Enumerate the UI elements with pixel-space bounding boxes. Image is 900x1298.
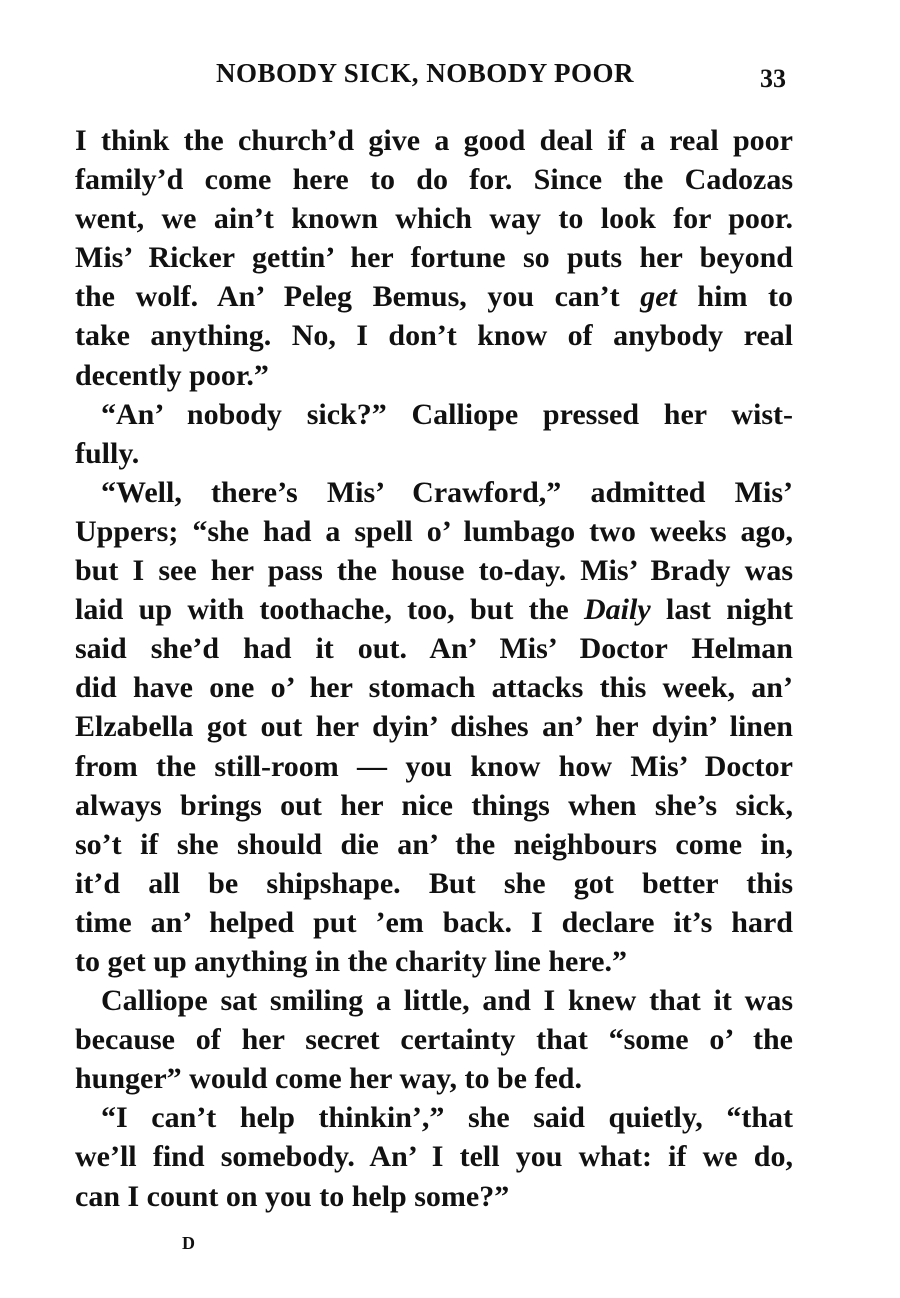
text-body	[75, 121, 793, 1216]
text-line: because of her secret certainty that “some o’ the	[75, 1023, 793, 1057]
text-line: can I count on you to help some?”	[75, 1179, 510, 1213]
text-line: it’d all be shipshape. But she got better this	[75, 866, 793, 900]
text-line	[75, 590, 793, 629]
italic-emphasis: get	[640, 280, 677, 314]
text-segment: him to	[676, 280, 794, 314]
text-line: fully.	[75, 436, 140, 470]
text-line: take anything. No, I don’t know of anybody real	[75, 319, 793, 353]
text-line: went, we ain’t known which way to look for poor.	[75, 202, 793, 236]
text-line: but I see her pass the house to-day. Mis’ Brady was	[75, 554, 793, 588]
text-line: we’ll find somebody. An’ I tell you what: if we do,	[75, 1140, 793, 1174]
text-line: time an’ helped put ’em back. I declare it’s hard	[75, 905, 793, 939]
signature-mark: D	[182, 1233, 195, 1253]
text-line: did have one o’ her stomach attacks this week, an’	[75, 671, 793, 705]
text-line: decently poor.”	[75, 358, 269, 392]
text-line	[75, 277, 793, 316]
text-line: Elzabella got out her dyin’ dishes an’ her dyin’ linen	[75, 710, 793, 744]
text-line: I think the church’d give a good deal if a real poor	[75, 124, 793, 157]
text-line: so’t if she should die an’ the neighbours come in,	[75, 827, 793, 861]
text-line: always brings out her nice things when she’s sick,	[75, 788, 793, 822]
text-segment: laid up with toothache, too, but the	[75, 593, 569, 627]
text-line: hunger” would come her way, to be fed.	[75, 1062, 582, 1096]
text-line: Mis’ Ricker gettin’ her fortune so puts her beyond	[75, 241, 793, 275]
text-segment: last night	[650, 593, 793, 627]
text-line: Calliope sat smiling a little, and I knew that it was	[101, 984, 793, 1018]
running-title: NOBODY SICK, NOBODY POOR	[216, 58, 635, 88]
text-line: Uppers; “she had a spell o’ lumbago two weeks ago,	[75, 514, 793, 548]
text-line: family’d come here to do for. Since the Cadozas	[75, 163, 793, 197]
page-number: 33	[760, 64, 786, 93]
text-line: “Well, there’s Mis’ Crawford,” admitted Mis’	[101, 475, 793, 509]
text-line: “An’ nobody sick?” Calliope pressed her wist-	[101, 397, 793, 431]
text-line: “I can’t help thinkin’,” she said quietly, “that	[101, 1101, 793, 1135]
text-line: to get up anything in the charity line here.”	[75, 944, 627, 978]
running-head	[0, 58, 900, 98]
italic-emphasis: Daily	[584, 593, 651, 627]
text-line: from the still-room — you know how Mis’ Doctor	[75, 749, 793, 783]
text-line: said she’d had it out. An’ Mis’ Doctor Helman	[75, 632, 793, 666]
text-segment: the wolf. An’ Peleg Bemus, you can’t	[75, 280, 620, 314]
